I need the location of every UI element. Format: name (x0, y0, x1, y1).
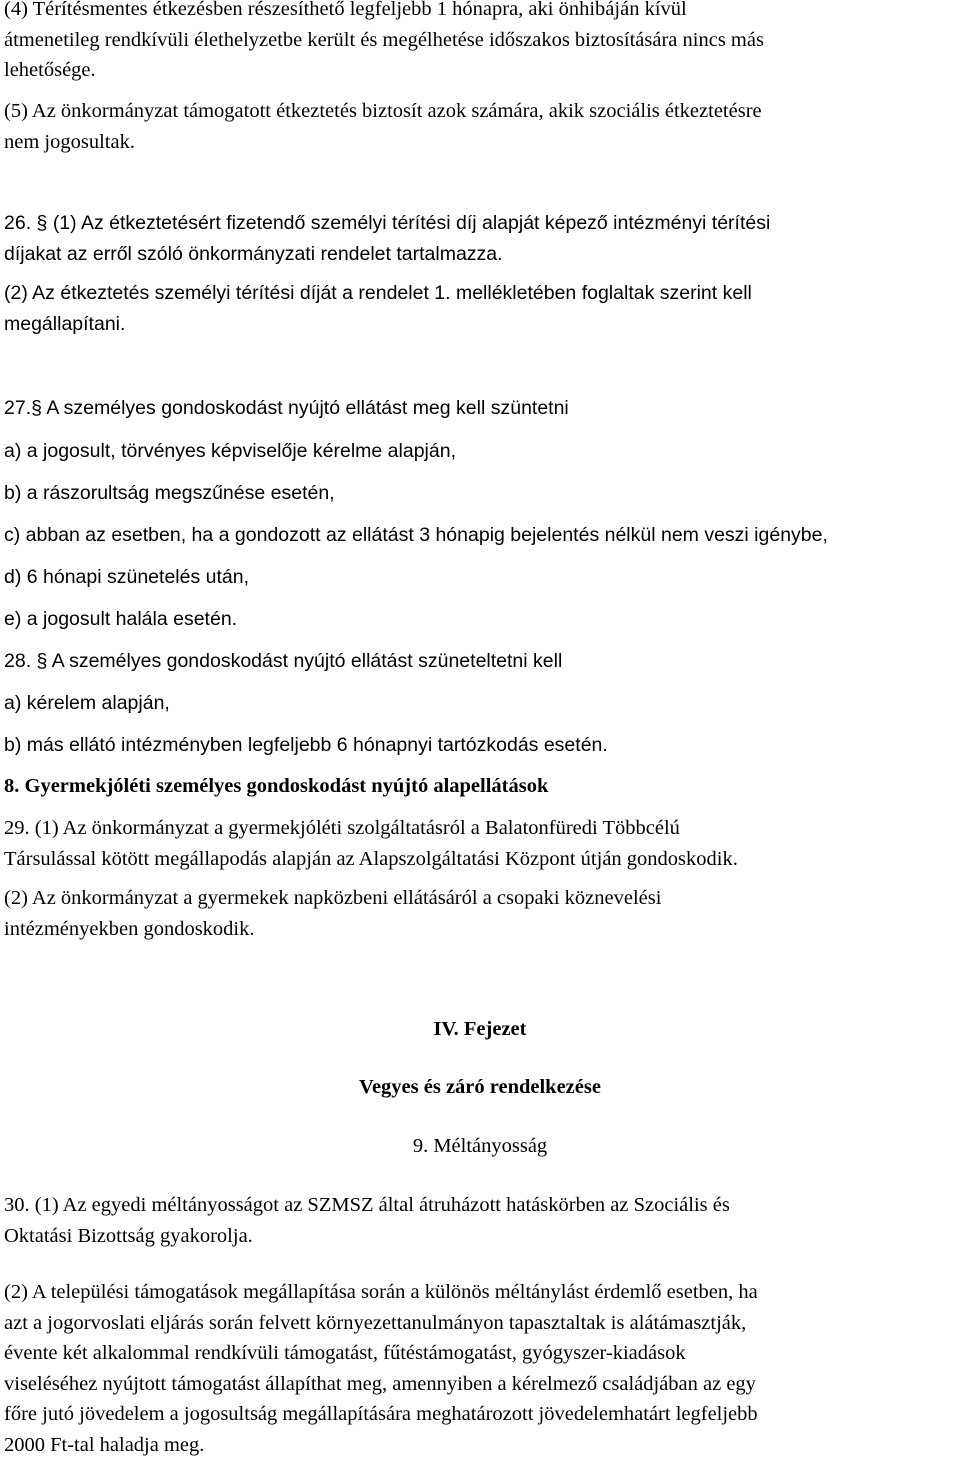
paragraph-line: nem jogosultak. (4, 130, 135, 153)
paragraph-29-2 (4, 883, 954, 944)
paragraph-line: főre jutó jövedelem a jogosultság megállapítására meghatározott jövedelemhatárt legfeljebb (4, 1403, 758, 1426)
paragraph-line: átmenetileg rendkívüli élethelyzetbe került és megélhetése időszakos biztosítására nincs más (4, 28, 764, 51)
paragraph-29 (4, 813, 954, 874)
paragraph-26-2 (4, 278, 954, 339)
paragraph-line: viseléséhez nyújtott támogatást állapíthat meg, amennyiben a kérelmező családjában az egy (4, 1372, 756, 1395)
paragraph-25-4 (4, 0, 954, 86)
paragraph-line: (2) Az étkeztetés személyi térítési díját a rendelet 1. mellékletében foglaltak szerint kell (4, 282, 752, 304)
chapter-subtitle: Vegyes és záró rendelkezése (359, 1076, 601, 1098)
paragraph-line: díjakat az erről szóló önkormányzati rendelet tartalmazza. (4, 242, 503, 265)
paragraph-line: (4) Térítésmentes étkezésben részesíthető legfeljebb 1 hónapra, aki önhibáján kívül (4, 0, 687, 20)
paragraph-line: (5) Az önkormányzat támogatott étkeztetés biztosít azok számára, akik szociális étkeztetésre (4, 100, 762, 122)
list-item: d) 6 hónapi szünetelés után, (4, 566, 250, 588)
paragraph-line: intézményekben gondoskodik. (4, 917, 255, 940)
paragraph-line: 29. (1) Az önkormányzat a gyermekjóléti szolgáltatásról a Balatonfüredi Többcélú (4, 817, 680, 839)
paragraph-line: lehetősége. (4, 59, 96, 82)
section-mark: § (36, 212, 48, 234)
paragraph-text: A személyes gondoskodást nyújtó ellátást meg kell szüntetni (46, 397, 569, 419)
paragraph-text: A személyes gondoskodást nyújtó ellátást szüneteltetni kell (51, 650, 563, 672)
list-item: a) kérelem alapján, (4, 692, 170, 714)
paragraph-25-5 (4, 96, 954, 157)
section-title: 9. Méltányosság (412, 1135, 548, 1157)
list-item: b) a rászorultság megszűnése esetén, (4, 482, 335, 504)
paragraph-line: Társulással kötött megállapodás alapján az Alapszolgáltatási Központ útján gondoskodik. (4, 847, 738, 870)
section-mark: § (31, 397, 42, 419)
paragraph-line: megállapítani. (4, 312, 126, 335)
paragraph-line: (2) A települési támogatások megállapítása során a különös méltánylást érdemlő esetben, ha (4, 1281, 758, 1303)
paragraph-line: Oktatási Bizottság gyakorolja. (4, 1224, 253, 1247)
paragraph-line: 2000 Ft-tal haladja meg. (4, 1433, 205, 1456)
paragraph-30 (4, 1190, 954, 1251)
paragraph-28 (4, 646, 954, 677)
section-number: 27. (4, 397, 32, 419)
paragraph-30-2 (4, 1277, 954, 1461)
paragraph-line: (2) Az önkormányzat a gyermekek napközbeni ellátásáról a csopaki köznevelési (4, 887, 662, 909)
paragraph-text: (1) Az étkeztetésért fizetendő személyi térítési díj alapját képező intézményi térítési (52, 212, 771, 234)
paragraph-line (4, 208, 954, 239)
section-number: 26. (4, 212, 32, 234)
section-number: 28. (4, 650, 32, 672)
list-item: b) más ellátó intézményben legfeljebb 6 hónapnyi tartózkodás esetén. (4, 734, 608, 756)
list-item: e) a jogosult halála esetén. (4, 608, 238, 630)
section-heading: 8. Gyermekjóléti személyes gondoskodást nyújtó alapellátások (4, 775, 549, 797)
list-item: a) a jogosult, törvényes képviselője kérelme alapján, (4, 440, 456, 462)
paragraph-line: 30. (1) Az egyedi méltányosságot az SZMSZ által átruházott hatáskörben az Szociális és (4, 1194, 730, 1216)
paragraph-line: évente két alkalommal rendkívüli támogatást, fűtéstámogatást, gyógyszer-kiadások (4, 1342, 686, 1365)
paragraph-line: azt a jogorvoslati eljárás során felvett környezettanulmányon tapasztaltak is alátámasztják, (4, 1311, 747, 1334)
paragraph-27 (4, 393, 954, 424)
paragraph-26 (4, 208, 954, 269)
chapter-title: IV. Fejezet (433, 1018, 527, 1040)
list-item: c) abban az esetben, ha a gondozott az ellátást 3 hónapig bejelentés nélkül nem veszi igénybe, (4, 524, 828, 546)
section-mark: § (36, 650, 48, 672)
